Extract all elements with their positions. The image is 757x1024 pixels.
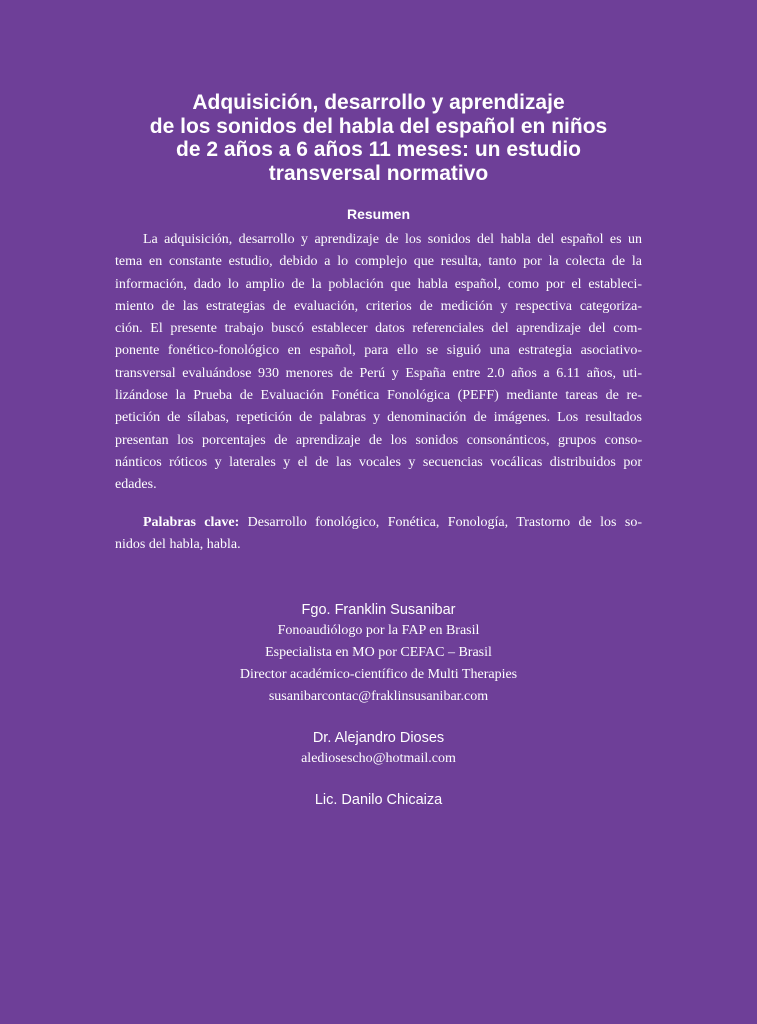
abstract-line: transversal evaluándose 930 menores de Perú y España entre 2.0 años a 6.11 años, uti- — [115, 365, 642, 381]
abstract-heading: Resumen — [346, 206, 411, 222]
keywords-text: Desarrollo fonológico, Fonética, Fonología, Trastorno de los so- — [239, 515, 642, 530]
author-name: Lic. Danilo Chicaiza — [314, 792, 443, 808]
author-affiliation: Especialista en MO por CEFAC – Brasil — [265, 645, 492, 660]
title-line: transversal normativo — [268, 161, 489, 185]
abstract-line: nánticos róticos y laterales y el de las vocales y secuencias vocálicas distribuidos por — [115, 454, 642, 470]
author-affiliation: Fonoaudiólogo por la FAP en Brasil — [277, 623, 480, 638]
abstract-line: ponente fonético-fonológico en español, para ello se siguió una estrategia asociativo- — [115, 343, 642, 359]
abstract-body — [115, 229, 642, 497]
abstract-line: petición de sílabas, repetición de palabras y denominación de imágenes. Los resultados — [115, 410, 642, 426]
authors — [100, 600, 657, 830]
author-block — [100, 790, 657, 810]
keywords-line — [115, 512, 642, 534]
abstract-line: ción. El presente trabajo buscó establecer datos referenciales del aprendizaje del com- — [115, 321, 642, 337]
keywords-line: nidos del habla, habla. — [115, 537, 241, 553]
title-line: de los sonidos del habla del español en niños — [149, 114, 608, 138]
keywords — [115, 512, 642, 557]
abstract-line: presentan los porcentajes de aprendizaje de los sonidos consonánticos, grupos conso- — [115, 432, 642, 448]
author-email: aledioses​cho@hotmail.com — [301, 751, 456, 766]
author-affiliation: Director académico-científico de Multi Therapies — [239, 667, 518, 682]
abstract-line: información, dado lo amplio de la población que habla español, como por el estableci- — [115, 276, 642, 292]
author-block — [100, 728, 657, 770]
article-title — [100, 91, 657, 185]
abstract-line: edades. — [115, 477, 157, 493]
abstract-line: miento de las estrategias de evaluación, criterios de medición y respectiva categoriza- — [115, 298, 642, 314]
author-name: Dr. Alejandro Dioses — [312, 730, 445, 746]
title-line: de 2 años a 6 años 11 meses: un estudio — [176, 138, 581, 161]
author-email: susanibarcontac@fraklinsusanibar.com — [268, 689, 489, 704]
abstract-line: lizándose la Prueba de Evaluación Fonética Fonológica (PEFF) mediante tareas de re- — [115, 388, 642, 404]
keywords-label: Palabras clave: — [143, 515, 240, 530]
title-line: Adquisición, desarrollo y aprendizaje — [192, 91, 565, 114]
abstract-line: La adquisición, desarrollo y aprendizaje de los sonidos del habla del español es un — [143, 232, 642, 247]
author-block — [100, 600, 657, 708]
abstract-line: tema en constante estudio, debido a lo complejo que resulta, tanto por la colecta de la — [115, 254, 642, 270]
author-name: Fgo. Franklin Susanibar — [301, 602, 456, 618]
